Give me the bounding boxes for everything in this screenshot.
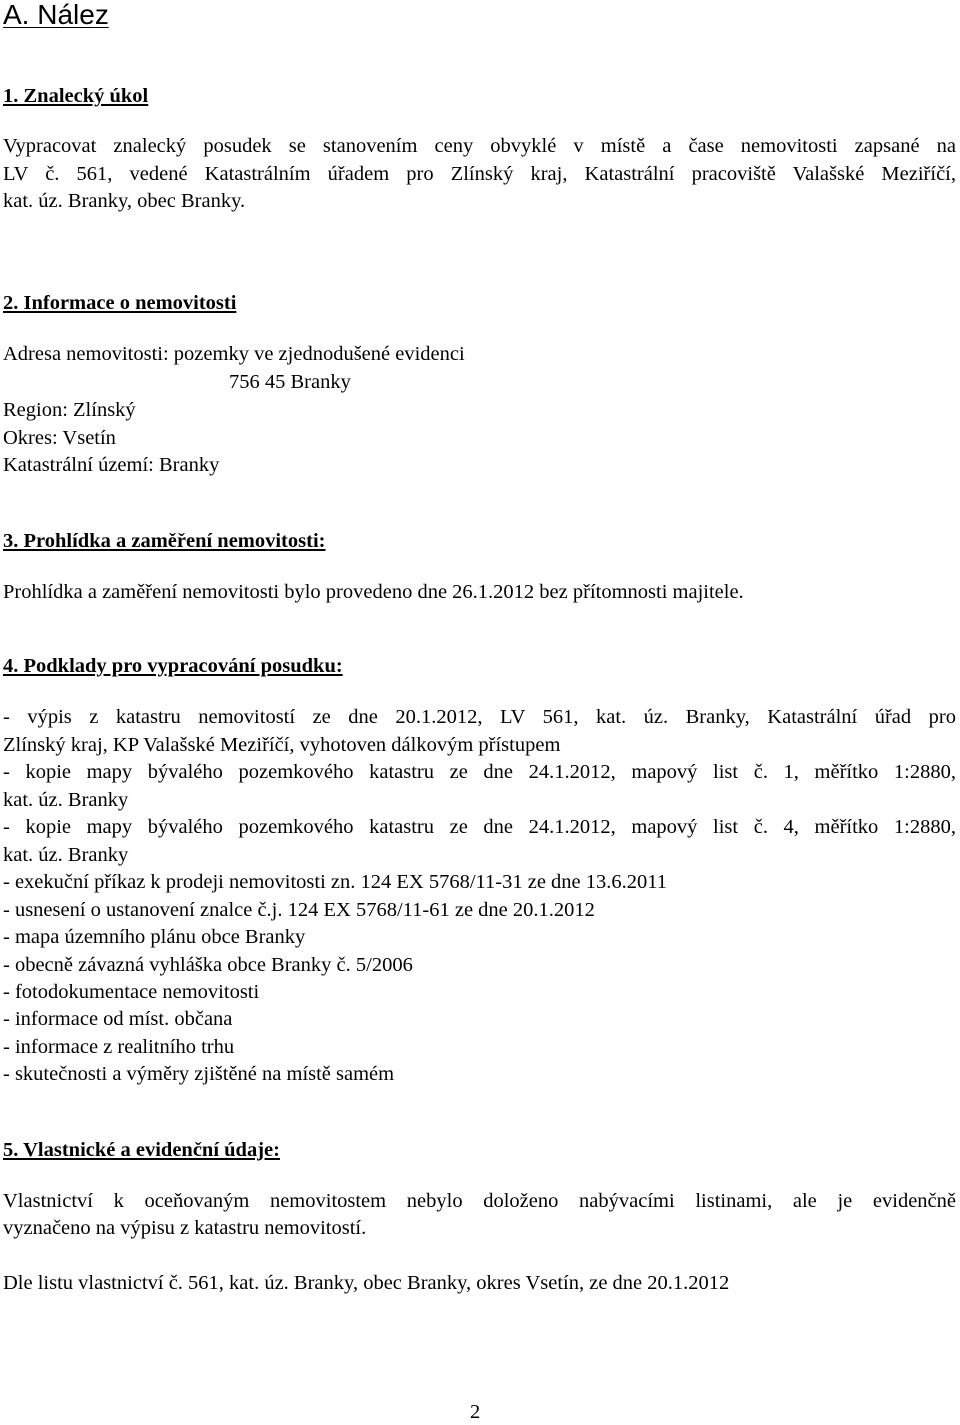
source-item: - kopie mapy bývalého pozemkového katastru ze dne 24.1.2012, mapový list č. 1, měřítko 1:2880, — [3, 761, 956, 783]
source-item: - mapa územního plánu obce Branky — [3, 926, 306, 948]
section-1-line-1: Vypracovat znalecký posudek se stanovením ceny obvyklé v místě a čase nemovitosti zapsané na — [3, 135, 956, 157]
property-okres: Okres: Vsetín — [3, 427, 116, 449]
source-item: - obecně závazná vyhláška obce Branky č. 5/2006 — [3, 954, 413, 976]
section-1-line-3: kat. úz. Branky, obec Branky. — [3, 190, 246, 212]
ownership-text-line-1: Vlastnictví k oceňovaným nemovitostem nebylo doloženo nabývacími listinami, ale je evidenčně — [3, 1190, 956, 1212]
source-item: - informace z realitního trhu — [3, 1036, 235, 1058]
source-item: - exekuční příkaz k prodeji nemovitosti zn. 124 EX 5768/11-31 ze dne 13.6.2011 — [3, 871, 668, 893]
source-item-continuation: Zlínský kraj, KP Valašské Meziříčí, vyhotoven dálkovým přístupem — [3, 734, 561, 756]
property-address-postal: 756 45 Branky — [229, 371, 351, 393]
ownership-text-line-2: vyznačeno na výpisu z katastru nemovitostí. — [3, 1217, 367, 1239]
property-address: Adresa nemovitosti: pozemky ve zjednodušené evidenci — [3, 343, 465, 365]
source-item: - kopie mapy bývalého pozemkového katastru ze dne 24.1.2012, mapový list č. 4, měřítko 1:2880, — [3, 816, 956, 838]
source-item: - fotodokumentace nemovitosti — [3, 981, 260, 1003]
source-item: - skutečnosti a výměry zjištěné na místě samém — [3, 1063, 395, 1085]
source-item-continuation: kat. úz. Branky — [3, 844, 129, 866]
source-item: - výpis z katastru nemovitostí ze dne 20.1.2012, LV 561, kat. úz. Branky, Katastrální úřad pro — [3, 706, 956, 728]
page-number: 2 — [470, 1401, 481, 1423]
inspection-text: Prohlídka a zaměření nemovitosti bylo provedeno dne 26.1.2012 bez přítomnosti majitele. — [3, 581, 744, 603]
section-1-line-2: LV č. 561, vedené Katastrálním úřadem pro Zlínský kraj, Katastrální pracoviště Valašské Meziříčí, — [3, 163, 956, 185]
section-1-heading: 1. Znalecký úkol — [3, 85, 149, 107]
section-2-heading: 2. Informace o nemovitosti — [3, 292, 237, 314]
property-region: Region: Zlínský — [3, 399, 136, 421]
section-4-heading: 4. Podklady pro vypracování posudku: — [3, 655, 343, 677]
property-cadastral-area: Katastrální území: Branky — [3, 454, 220, 476]
source-item: - informace od míst. občana — [3, 1008, 233, 1030]
section-3-heading: 3. Prohlídka a zaměření nemovitosti: — [3, 530, 326, 552]
source-item-continuation: kat. úz. Branky — [3, 789, 129, 811]
section-5-heading: 5. Vlastnické a evidenční údaje: — [3, 1139, 280, 1161]
document-title: A. Nález — [3, 0, 109, 30]
ownership-lv-line: Dle listu vlastnictví č. 561, kat. úz. Branky, obec Branky, okres Vsetín, ze dne 20.1.2012 — [3, 1272, 730, 1294]
source-item: - usnesení o ustanovení znalce č.j. 124 EX 5768/11-61 ze dne 20.1.2012 — [3, 899, 595, 921]
